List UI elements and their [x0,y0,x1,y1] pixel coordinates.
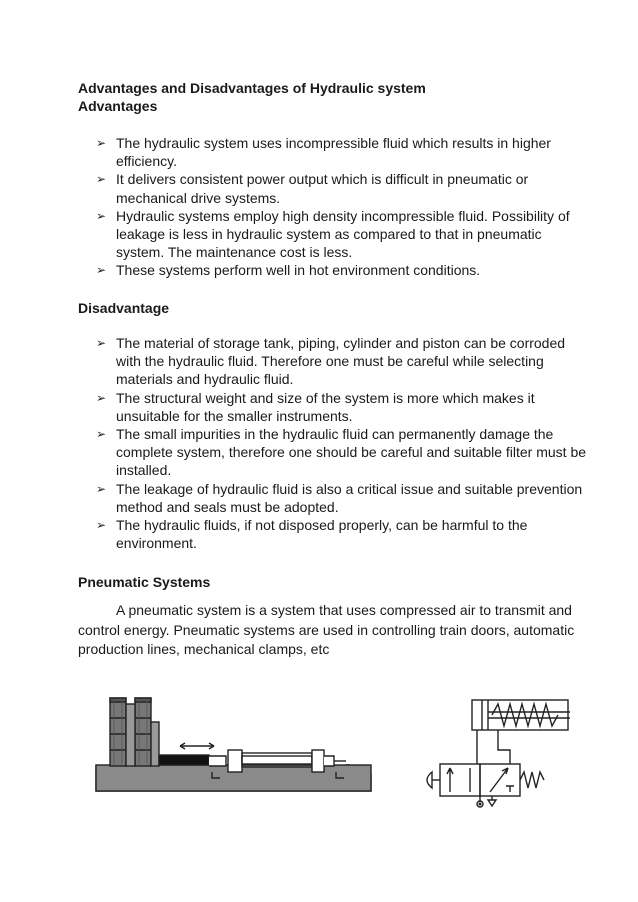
list-item [0,516,638,552]
list-item [0,480,638,516]
list-item-text: These systems perform well in hot environment conditions. [116,262,481,279]
list-item-text: The hydraulic system uses incompressible fluid which results in higher efficiency. [116,135,551,170]
disadvantages-heading: Disadvantage [78,300,170,316]
arrow-bullet-icon: ➢ [96,208,107,223]
list-item-text: The small impurities in the hydraulic fluid can permanently damage the complete system, therefore one should be careful and suitable filter must be installed. [116,426,587,479]
list-item [0,261,638,279]
page-title: Advantages and Disadvantages of Hydraulic system [78,80,426,96]
list-item [0,207,638,262]
list-item-text: It delivers consistent power output which is difficult in pneumatic or mechanical drive systems. [116,171,529,206]
pneumatic-clamp-diagram [88,690,374,798]
list-item [0,389,638,425]
arrow-bullet-icon: ➢ [96,390,107,405]
list-item [0,334,638,389]
list-item-text: The structural weight and size of the system is more which makes it unsuitable for the smaller instruments. [116,389,535,424]
arrow-bullet-icon: ➢ [96,427,107,442]
valve-cylinder-schematic [412,694,574,810]
arrow-bullet-icon: ➢ [96,518,107,533]
list-item [0,425,638,480]
list-item [0,134,638,170]
arrow-bullet-icon: ➢ [96,263,107,278]
arrow-bullet-icon: ➢ [96,172,107,187]
list-item-text: Hydraulic systems employ high density incompressible fluid. Possibility of leakage is less in hydraulic system as compared to that in pneumatic system. The maintenance cost is less. [116,207,570,261]
arrow-bullet-icon: ➢ [96,336,107,350]
disadvantages-list [0,334,638,552]
arrow-bullet-icon: ➢ [96,136,107,150]
advantages-list [0,134,638,280]
list-item-text: The hydraulic fluids, if not disposed properly, can be harmful to the environment. [116,517,528,552]
list-item-text: The leakage of hydraulic fluid is also a critical issue and suitable prevention method and seals must be adopted. [116,480,583,515]
list-item-text: The material of storage tank, piping, cylinder and piston can be corroded with the hydraulic fluid. Therefore one must be careful while selecting materials and hydraulic fluid. [116,335,566,388]
list-item [0,170,638,206]
pneumatic-paragraph: A pneumatic system is a system that uses compressed air to transmit and control energy. Pneumatic systems are used in controlling train doors, automatic production lines, mechanical clamps, etc [78,602,575,658]
advantages-heading: Advantages [78,98,158,114]
arrow-bullet-icon: ➢ [96,481,107,496]
pneumatic-heading: Pneumatic Systems [78,574,211,590]
